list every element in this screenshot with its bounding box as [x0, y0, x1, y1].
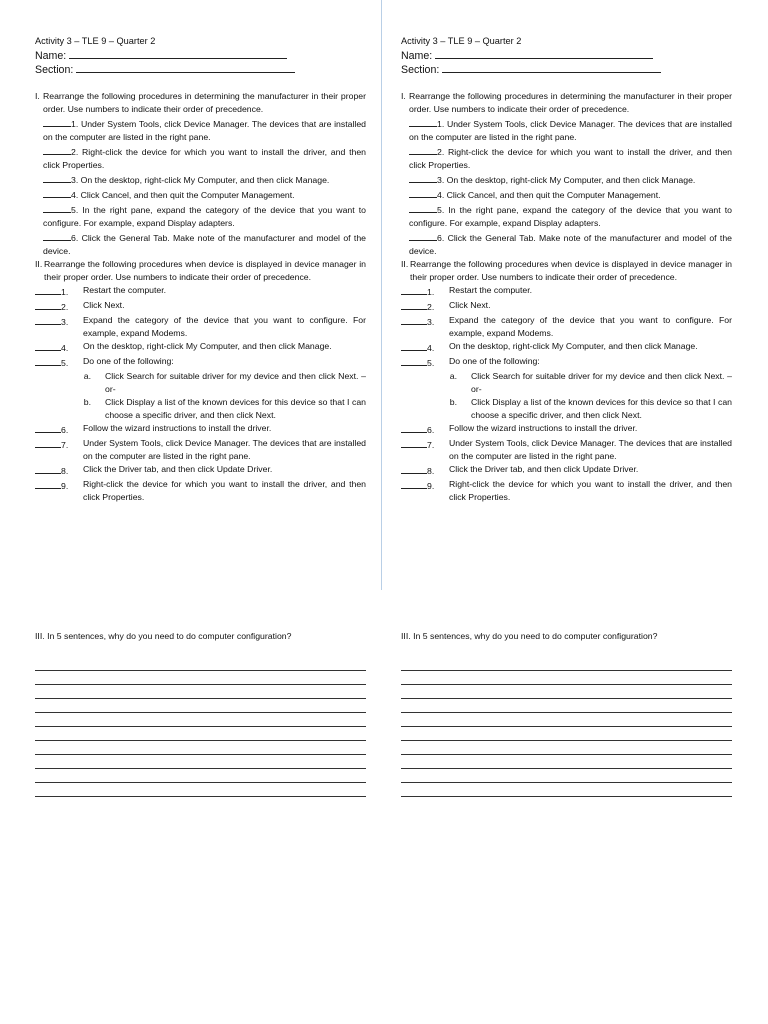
section-label: Section: [35, 64, 74, 76]
answer-line[interactable] [401, 713, 732, 727]
name-label: Name: [401, 50, 433, 62]
s2-item: 6. Follow the wizard instructions to install the driver. [401, 422, 732, 437]
s1-item: 3. On the desktop, right-click My Computer, and then click Manage. [401, 172, 732, 187]
answer-line[interactable] [401, 769, 732, 783]
section-1-instruction: I. Rearrange the following procedures in determining the manufacturer in their proper order. Use numbers to indicate their order of precedence. [35, 91, 366, 114]
answer-blank[interactable] [401, 478, 427, 489]
s1-item: 6. Click the General Tab. Make note of the manufacturer and model of the device. [401, 230, 732, 258]
s2-item: 6. Follow the wizard instructions to install the driver. [35, 422, 366, 437]
answer-blank[interactable] [35, 478, 61, 489]
section-blank[interactable] [76, 62, 295, 73]
answer-blank[interactable] [43, 172, 71, 183]
activity-title: Activity 3 – TLE 9 – Quarter 2 [35, 36, 156, 46]
section-2-numeral: II. [401, 259, 409, 269]
s2-item: 2. Click Next. [401, 299, 732, 314]
s2-item: 9. Right-click the device for which you want to install the driver, and then click Properties. [401, 478, 732, 504]
s2-item: 1. Restart the computer. [401, 284, 732, 299]
s2-item: 5. Do one of the following: [401, 355, 732, 370]
s1-item: 1. Under System Tools, click Device Manager. The devices that are installed on the computer are listed in the right pane. [401, 116, 732, 144]
section-field[interactable] [35, 62, 366, 76]
section-field[interactable] [401, 62, 732, 76]
worksheet-right [401, 35, 732, 504]
s1-item: 6. Click the General Tab. Make note of the manufacturer and model of the device. [35, 230, 366, 258]
s1-item: 4. Click Cancel, and then quit the Computer Management. [35, 187, 366, 202]
s2-item: 9. Right-click the device for which you want to install the driver, and then click Properties. [35, 478, 366, 504]
answer-line[interactable] [401, 741, 732, 755]
answer-blank[interactable] [43, 187, 71, 198]
answer-blank[interactable] [35, 284, 61, 295]
answer-line[interactable] [401, 699, 732, 713]
answer-blank[interactable] [409, 187, 437, 198]
s2-item: 4. On the desktop, right-click My Computer, and then click Manage. [35, 340, 366, 355]
answer-lines[interactable] [35, 657, 366, 797]
worksheet-left [35, 35, 366, 504]
answer-blank[interactable] [35, 340, 61, 351]
s2-sub-item: a. Click Search for suitable driver for my device and then click Next. –or- [83, 371, 366, 394]
s2-sub-item: b. Click Display a list of the known devices for this device so that I can choose a specific driver, and then click Next. [83, 397, 366, 420]
answer-line[interactable] [35, 713, 366, 727]
answer-line[interactable] [35, 741, 366, 755]
s2-item: 4. On the desktop, right-click My Computer, and then click Manage. [401, 340, 732, 355]
s1-item: 1. Under System Tools, click Device Manager. The devices that are installed on the computer are listed in the right pane. [35, 116, 366, 144]
answer-blank[interactable] [409, 116, 437, 127]
answer-blank[interactable] [35, 463, 61, 474]
answer-blank[interactable] [409, 144, 437, 155]
section-3-question: III. In 5 sentences, why do you need to do computer configuration? [35, 631, 292, 641]
section-2-instruction: II. Rearrange the following procedures when device is displayed in device manager in their proper order. Use numbers to indicate their order of precedence. [35, 259, 366, 282]
s1-item: 5. In the right pane, expand the category of the device that you want to configure. For example, expand Display adapters. [401, 202, 732, 230]
section-label: Section: [401, 64, 440, 76]
answer-line[interactable] [401, 657, 732, 671]
s2-item: 7. Under System Tools, click Device Manager. The devices that are installed on the computer are listed in the right pane. [401, 437, 732, 463]
answer-line[interactable] [401, 671, 732, 685]
section-blank[interactable] [442, 62, 661, 73]
s2-item: 1. Restart the computer. [35, 284, 366, 299]
section-2-instruction: II. Rearrange the following procedures when device is displayed in device manager in their proper order. Use numbers to indicate their order of precedence. [401, 259, 732, 282]
answer-blank[interactable] [43, 202, 71, 213]
name-field[interactable] [401, 48, 732, 62]
answer-blank[interactable] [401, 299, 427, 310]
answer-line[interactable] [35, 755, 366, 769]
s1-item: 3. On the desktop, right-click My Computer, and then click Manage. [35, 172, 366, 187]
answer-blank[interactable] [35, 422, 61, 433]
activity-title: Activity 3 – TLE 9 – Quarter 2 [401, 36, 522, 46]
answer-line[interactable] [401, 755, 732, 769]
answer-blank[interactable] [401, 355, 427, 366]
s2-sub-item: b. Click Display a list of the known devices for this device so that I can choose a specific driver, and then click Next. [449, 397, 732, 420]
answer-blank[interactable] [401, 340, 427, 351]
answer-line[interactable] [401, 727, 732, 741]
s2-item: 8. Click the Driver tab, and then click Update Driver. [35, 463, 366, 478]
answer-blank[interactable] [35, 299, 61, 310]
answer-blank[interactable] [401, 314, 427, 325]
s1-item: 2. Right-click the device for which you want to install the driver, and then click Properties. [35, 144, 366, 172]
answer-blank[interactable] [43, 144, 71, 155]
name-label: Name: [35, 50, 67, 62]
s2-item: 5. Do one of the following: [35, 355, 366, 370]
answer-blank[interactable] [401, 463, 427, 474]
answer-line[interactable] [35, 657, 366, 671]
s2-item: 7. Under System Tools, click Device Manager. The devices that are installed on the computer are listed in the right pane. [35, 437, 366, 463]
section-1-numeral: I. [401, 91, 406, 101]
answer-line[interactable] [35, 783, 366, 797]
s1-item: 5. In the right pane, expand the category of the device that you want to configure. For example, expand Display adapters. [35, 202, 366, 230]
s2-item: 3. Expand the category of the device that you want to configure. For example, expand Modems. [35, 314, 366, 340]
section-3-left [35, 630, 366, 797]
answer-line[interactable] [401, 685, 732, 699]
s1-item: 4. Click Cancel, and then quit the Computer Management. [401, 187, 732, 202]
answer-blank[interactable] [409, 172, 437, 183]
answer-line[interactable] [35, 671, 366, 685]
answer-line[interactable] [35, 727, 366, 741]
answer-blank[interactable] [409, 202, 437, 213]
answer-blank[interactable] [35, 437, 61, 448]
s1-item: 2. Right-click the device for which you want to install the driver, and then click Properties. [401, 144, 732, 172]
s2-item: 2. Click Next. [35, 299, 366, 314]
answer-blank[interactable] [401, 284, 427, 295]
answer-line[interactable] [35, 769, 366, 783]
answer-blank[interactable] [43, 116, 71, 127]
s2-sub-item: a. Click Search for suitable driver for my device and then click Next. –or- [449, 371, 732, 394]
answer-line[interactable] [35, 699, 366, 713]
answer-lines[interactable] [401, 657, 732, 797]
answer-blank[interactable] [409, 230, 437, 241]
name-blank[interactable] [435, 48, 653, 59]
section-2-numeral: II. [35, 259, 43, 269]
answer-blank[interactable] [35, 314, 61, 325]
answer-line[interactable] [401, 783, 732, 797]
section-1-instruction: I. Rearrange the following procedures in determining the manufacturer in their proper order. Use numbers to indicate their order of precedence. [401, 91, 732, 114]
section-3-right [401, 630, 732, 797]
name-blank[interactable] [69, 48, 287, 59]
answer-line[interactable] [35, 685, 366, 699]
name-field[interactable] [35, 48, 366, 62]
page-fold-divider [381, 0, 382, 590]
section-1-numeral: I. [35, 91, 40, 101]
s2-item: 8. Click the Driver tab, and then click Update Driver. [401, 463, 732, 478]
section-3-question: III. In 5 sentences, why do you need to do computer configuration? [401, 631, 658, 641]
s2-item: 3. Expand the category of the device that you want to configure. For example, expand Modems. [401, 314, 732, 340]
answer-blank[interactable] [35, 355, 61, 366]
answer-blank[interactable] [401, 422, 427, 433]
answer-blank[interactable] [43, 230, 71, 241]
answer-blank[interactable] [401, 437, 427, 448]
